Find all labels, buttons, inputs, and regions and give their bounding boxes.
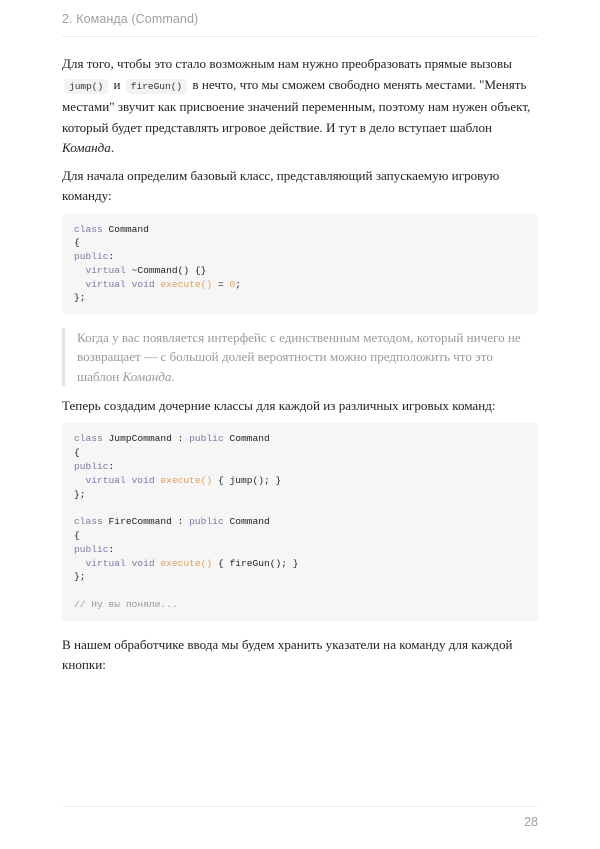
paragraph-base-class: Для начала определим базовый класс, представляющий запускаемую игровую команду: [62, 167, 500, 203]
code-blank-line [74, 584, 526, 598]
code-text: Command [102, 223, 149, 235]
code-text: : [108, 460, 115, 472]
header-divider [62, 36, 538, 37]
code-text: : [108, 543, 115, 555]
paragraph-input-handler: В нашем обработчике ввода мы будем хранить указатели на команду для каждой кнопки: [62, 636, 513, 673]
code-line [74, 474, 526, 488]
code-keyword: class [74, 223, 103, 235]
code-text: Command [223, 516, 270, 528]
paragraph-text: в нечто, что мы сможем свободно менять местами. "Менять местами" звучит как присвоение значений переменным, поэтому нам нужен объект, который будет представлять игровое действие. И тут в дело вступает шаблон [62, 76, 531, 135]
paragraph-text: и [113, 76, 121, 92]
code-keyword: public [74, 460, 109, 472]
code-line [74, 264, 526, 278]
pattern-name-command: Команда [62, 140, 111, 155]
page-number: 28 [524, 815, 538, 829]
code-blank-line [74, 501, 526, 515]
code-function: execute() [154, 474, 213, 486]
code-keyword: class [74, 433, 103, 445]
page-content [62, 54, 538, 683]
code-line: }; [74, 488, 86, 500]
code-text: { jump(); } [212, 474, 282, 486]
code-text: : [108, 251, 115, 263]
quote-text: Когда у вас появляется интерфейс с единственным методом, который ничего не возвращает — с большой долей вероятности можно предположить что это шаблон [77, 330, 521, 384]
paragraph-subclasses: Теперь создадим дочерние классы для каждой из различных игровых команд: [62, 397, 496, 413]
code-line [74, 432, 526, 446]
blockquote-note [62, 328, 538, 386]
code-text: FireCommand : [102, 516, 190, 528]
code-line: { [74, 447, 80, 459]
code-function: execute() [154, 278, 213, 290]
code-text: ; [235, 278, 241, 290]
punctuation: . [110, 140, 115, 155]
code-keyword: public [74, 251, 109, 263]
code-line [74, 250, 526, 264]
code-keyword: public [189, 433, 224, 445]
code-keyword: public [189, 516, 224, 528]
code-keyword: virtual void [74, 557, 155, 569]
code-text: Command [223, 433, 270, 445]
code-keyword: public [74, 543, 109, 555]
code-text: = [212, 278, 230, 290]
code-line: }; [74, 571, 86, 583]
code-block-subclasses [62, 423, 538, 620]
code-line [74, 515, 526, 529]
inline-code-firegun: fireGun() [126, 79, 187, 94]
paragraph-intro [62, 54, 538, 159]
code-keyword: virtual void [74, 278, 155, 290]
code-keyword: virtual void [74, 474, 155, 486]
code-text: ~Command() {} [125, 264, 207, 276]
code-line [74, 543, 526, 557]
running-header-chapter-title: 2. Команда (Command) [62, 12, 199, 26]
pattern-name-command: Команда [122, 368, 172, 384]
code-line [74, 557, 526, 571]
inline-code-jump: jump() [64, 79, 108, 94]
footer-divider [62, 806, 538, 807]
code-line [74, 278, 526, 292]
code-line [74, 460, 526, 474]
code-function: execute() [154, 557, 213, 569]
code-line: }; [74, 292, 86, 304]
code-keyword: class [74, 516, 103, 528]
code-line: { [74, 529, 80, 541]
code-line: { [74, 237, 80, 249]
code-text: JumpCommand : [102, 433, 190, 445]
code-keyword: virtual [74, 264, 126, 276]
code-line [74, 223, 526, 237]
code-block-base-class [62, 214, 538, 315]
code-number: 0 [229, 278, 236, 290]
code-text: { fireGun(); } [212, 557, 299, 569]
punctuation: . [171, 368, 175, 384]
code-comment: // Ну вы поняли... [74, 598, 178, 610]
paragraph-text: Для того, чтобы это стало возможным нам нужно преобразовать прямые вызовы [62, 56, 512, 71]
